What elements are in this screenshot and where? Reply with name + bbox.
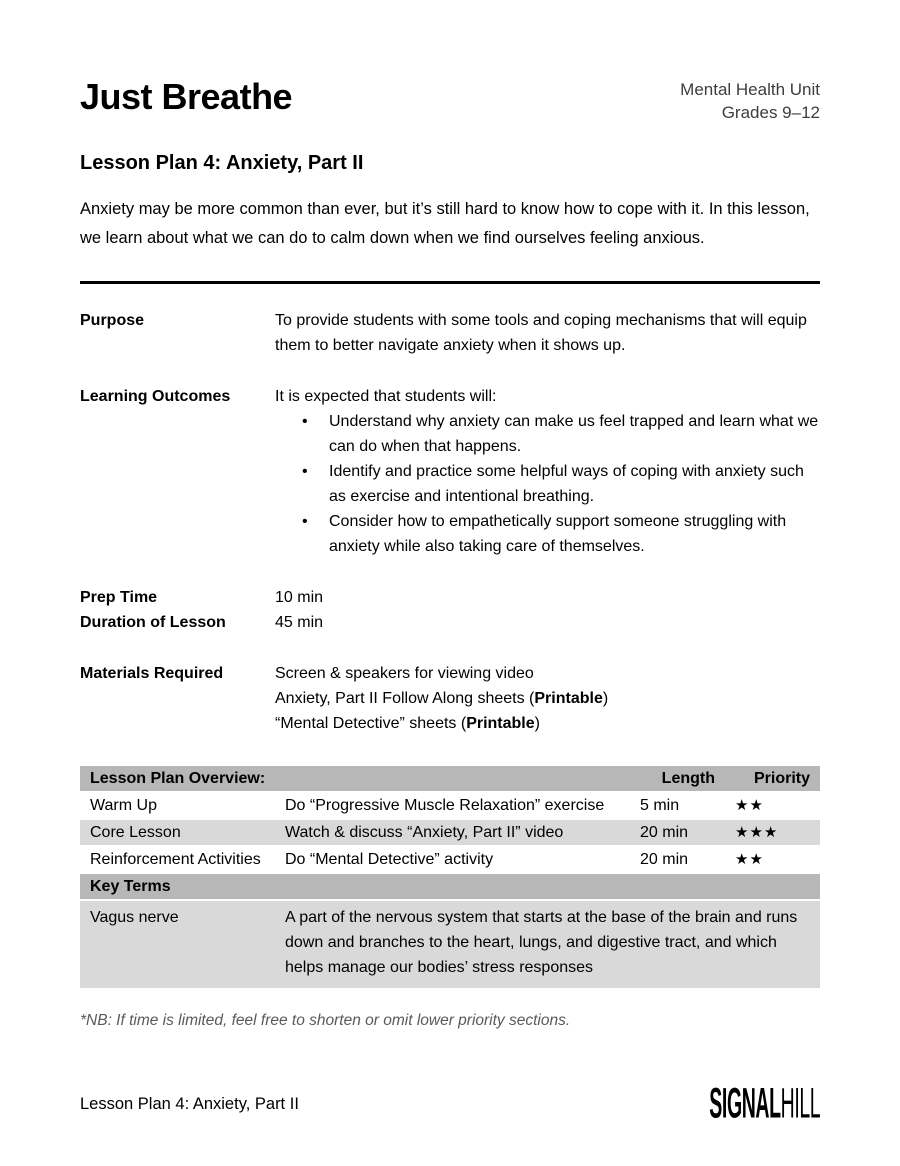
materials-item (275, 661, 820, 686)
priority-stars: ★★★ (725, 820, 820, 845)
section-divider (80, 281, 820, 284)
table-row (80, 847, 820, 872)
materials-text: “Mental Detective” sheets ( (275, 715, 467, 732)
outcome-item (275, 509, 820, 559)
length-column-header: Length (630, 766, 725, 791)
priority-stars: ★★ (735, 851, 764, 868)
learning-outcomes-content (275, 384, 820, 559)
document-title: Just Breathe (80, 76, 293, 117)
prep-time-value: 10 min (275, 589, 324, 606)
footer-lesson-title: Lesson Plan 4: Anxiety, Part II (80, 1094, 299, 1113)
materials-text: Anxiety, Part II Follow Along sheets ( (275, 690, 535, 707)
outcome-text: Identify and practice some helpful ways of coping with anxiety such as exercise and intentional breathing. (329, 463, 804, 505)
purpose-label: Purpose (80, 312, 145, 329)
outcome-item (275, 459, 820, 509)
materials-text: Screen & speakers for viewing video (275, 665, 534, 682)
length-cell: 20 min (640, 851, 689, 868)
logo-signal-text: SIGNAL (709, 1079, 781, 1128)
bullet-marker: • (302, 463, 308, 480)
duration-row (80, 610, 820, 635)
signal-hill-logo (709, 1079, 820, 1129)
overview-title: Lesson Plan Overview: (80, 766, 630, 791)
logo-hill-text: HILL (780, 1079, 820, 1128)
duration-value: 45 min (275, 614, 324, 631)
bullet-marker: • (302, 513, 308, 530)
duration-label: Duration of Lesson (80, 614, 226, 631)
learning-outcomes-row (80, 384, 820, 559)
priority-footnote: *NB: If time is limited, feel free to shorten or omit lower priority sections. (80, 1012, 571, 1029)
key-term-row (80, 901, 820, 988)
term-name: Vagus nerve (80, 901, 275, 988)
prep-time-label: Prep Time (80, 589, 158, 606)
table-row (80, 793, 820, 818)
length-cell: 5 min (640, 797, 680, 814)
key-terms-label: Key Terms (80, 874, 820, 899)
page-footer (80, 1079, 820, 1128)
lesson-details (80, 308, 820, 736)
lesson-intro: Anxiety may be more common than ever, but it’s still hard to know how to cope with it. In this lesson, we learn about what we can do to calm down when we find ourselves feeling anxious. (80, 200, 810, 247)
outcome-text: Consider how to empathetically support someone struggling with anxiety while also taking care of themselves. (329, 513, 787, 555)
grade-range: Grades 9–12 (721, 103, 820, 122)
materials-text: ) (602, 690, 609, 707)
outcome-text: Understand why anxiety can make us feel trapped and learn what we can do when that happens. (329, 413, 819, 455)
priority-stars: ★★ (735, 797, 764, 814)
overview-header-row (80, 766, 820, 791)
description-cell: Watch & discuss “Anxiety, Part II” video (275, 820, 630, 845)
outcome-item (275, 409, 820, 459)
purpose-text: To provide students with some tools and coping mechanisms that will equip them to better navigate anxiety when it shows up. (275, 312, 807, 354)
materials-row (80, 661, 820, 736)
materials-list (275, 661, 820, 736)
bullet-marker: • (302, 413, 308, 430)
description-cell: Do “Mental Detective” activity (285, 851, 494, 868)
activity-cell: Warm Up (90, 797, 157, 814)
length-cell: 20 min (630, 820, 725, 845)
materials-label: Materials Required (80, 665, 224, 682)
header-meta (680, 76, 820, 124)
page-header (80, 76, 820, 124)
activity-cell: Core Lesson (80, 820, 275, 845)
materials-text: ) (534, 715, 540, 732)
table-row (80, 820, 820, 845)
materials-bold-text: Printable (534, 690, 603, 707)
lesson-heading: Lesson Plan 4: Anxiety, Part II (80, 152, 364, 174)
description-cell: Do “Progressive Muscle Relaxation” exercise (285, 797, 605, 814)
materials-item (275, 686, 820, 711)
term-definition: A part of the nervous system that starts at the base of the brain and runs down and branches to the heart, lungs, and digestive tract, and which helps manage our bodies’ stress responses (275, 901, 820, 988)
materials-bold-text: Printable (466, 715, 535, 732)
learning-outcomes-label: Learning Outcomes (80, 388, 231, 405)
unit-name: Mental Health Unit (680, 80, 820, 99)
materials-item (275, 711, 820, 736)
activity-cell: Reinforcement Activities (90, 851, 261, 868)
priority-column-header: Priority (725, 766, 820, 791)
outcomes-list (275, 409, 820, 559)
purpose-row (80, 308, 820, 358)
lesson-plan-overview-table (80, 764, 820, 990)
outcomes-intro: It is expected that students will: (275, 388, 497, 405)
key-terms-header-row (80, 874, 820, 899)
prep-time-row (80, 585, 820, 610)
